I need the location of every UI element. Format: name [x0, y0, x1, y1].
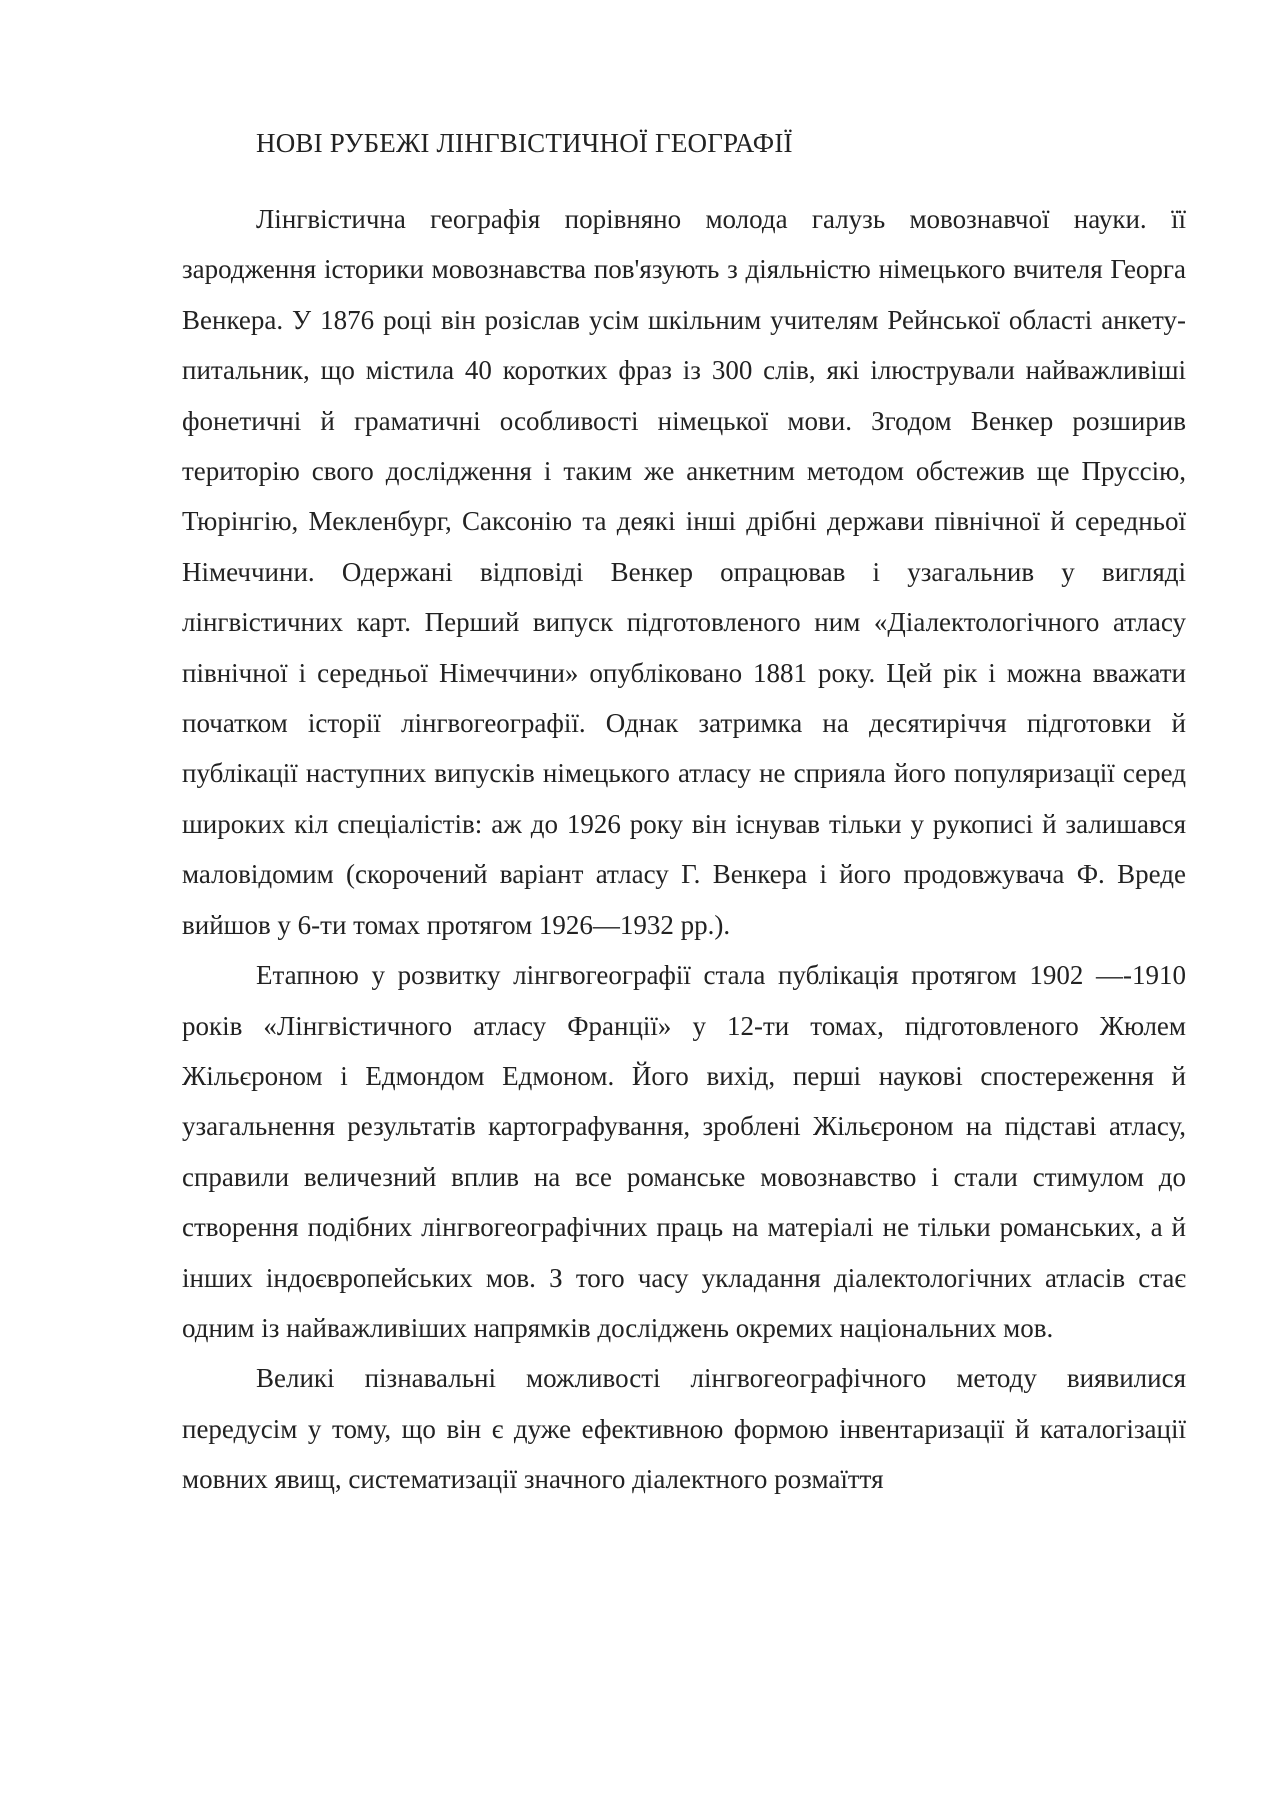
paragraph-3: Великі пізнавальні можливості лінгвогеографічного методу виявилися передусім у тому, що він є дуже ефективною формою інвентаризації й каталогізації мовних явищ, систематизації значного діалектного розмаїття	[182, 1363, 1186, 1495]
document-body	[182, 118, 1186, 1505]
document-title: НОВІ РУБЕЖІ ЛІНГВІСТИЧНОЇ ГЕОГРАФІЇ	[256, 128, 793, 158]
paragraph-1: Лінгвістична географія порівняно молода галузь мовознавчої науки. її зародження історики мовознавства пов'язують з діяльністю німецького вчителя Георга Венкера. У 1876 році він розіслав усім шкільним учителям Рейнської області анкету-питальник, що містила 40 коротких фраз із 300 слів, які ілюстрували найважливіші фонетичні й граматичні особливості німецької мови. Згодом Венкер розширив територію свого дослідження і таким же анкетним методом обстежив ще Пруссію, Тюрінгію, Мекленбург, Саксонію та деякі інші дрібні держави північної й середньої Німеччини. Одержані відповіді Венкер опрацював і узагальнив у вигляді лінгвістичних карт. Перший випуск підготовленого ним «Діалектологічного атласу північної і середньої Німеччини» опубліковано 1881 року. Цей рік і можна вважати початком історії лінгвогеографії. Однак затримка на десятиріччя підготовки й публікації наступних випусків німецького атласу не сприяла його популяризації серед широких кіл спеціалістів: аж до 1926 року він існував тільки у рукописі й залишався маловідомим (скорочений варіант атласу Г. Венкера і його продовжувача Ф. Вреде вийшов у 6-ти томах протягом 1926—1932 рр.).	[182, 204, 1186, 940]
paragraph-2: Етапною у розвитку лінгвогеографії стала публікація протягом 1902 —-1910 років «Лінгвістичного атласу Франції» у 12-ти томах, підготовленого Жюлем Жільєроном і Едмондом Едмоном. Його вихід, перші наукові спостереження й узагальнення результатів картографування, зроблені Жільєроном на підставі атласу, справили величезний вплив на все романське мовознавство і стали стимулом до створення подібних лінгвогеографічних праць на матеріалі не тільки романських, а й інших індоєвропейських мов. З того часу укладання діалектологічних атласів стає одним із найважливіших напрямків досліджень окремих національних мов.	[182, 960, 1186, 1343]
